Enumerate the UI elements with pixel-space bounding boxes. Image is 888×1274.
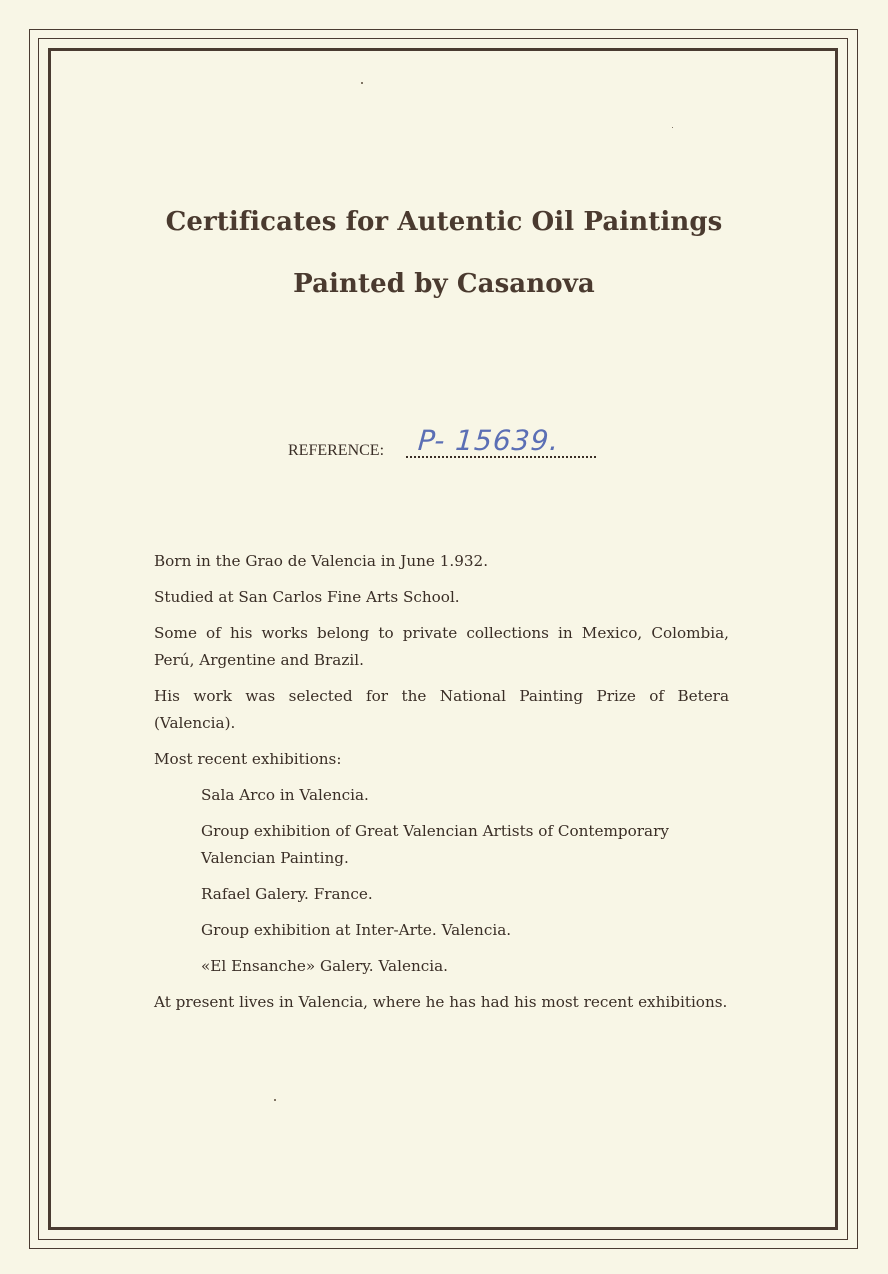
paper-speck xyxy=(361,82,363,84)
exhibition-item: Group exhibition of Great Valencian Artists of Contemporary Valencian Painting. xyxy=(201,822,669,867)
exhibitions-heading: Most recent exhibitions: xyxy=(154,750,342,768)
exhibitions-list xyxy=(201,782,729,980)
biography xyxy=(154,548,729,1025)
reference-handwritten-value: P- 15639. xyxy=(416,424,561,457)
bio-studies: Studied at San Carlos Fine Arts School. xyxy=(154,588,460,606)
certificate-subtitle: Painted by Casanova xyxy=(293,269,595,299)
exhibition-item: «El Ensanche» Galery. Valencia. xyxy=(201,957,448,975)
bio-collections: Some of his works belong to private collections in Mexico, Colombia, Perú, Argentine and Brazil. xyxy=(154,624,729,669)
bio-prize: His work was selected for the National Painting Prize of Betera (Valencia). xyxy=(154,687,729,732)
certificate-title: Certificates for Autentic Oil Paintings xyxy=(165,207,723,237)
bio-closing: At present lives in Valencia, where he has had his most recent exhibitions. xyxy=(154,993,728,1011)
reference-label: REFERENCE: xyxy=(288,442,385,459)
reference-line xyxy=(288,424,608,466)
paper-speck xyxy=(672,127,673,128)
exhibition-item: Group exhibition at Inter-Arte. Valencia. xyxy=(201,921,512,939)
paper-speck xyxy=(274,1099,276,1101)
exhibition-item: Sala Arco in Valencia. xyxy=(201,786,369,804)
bio-birth: Born in the Grao de Valencia in June 1.932. xyxy=(154,552,489,570)
exhibition-item: Rafael Galery. France. xyxy=(201,885,373,903)
